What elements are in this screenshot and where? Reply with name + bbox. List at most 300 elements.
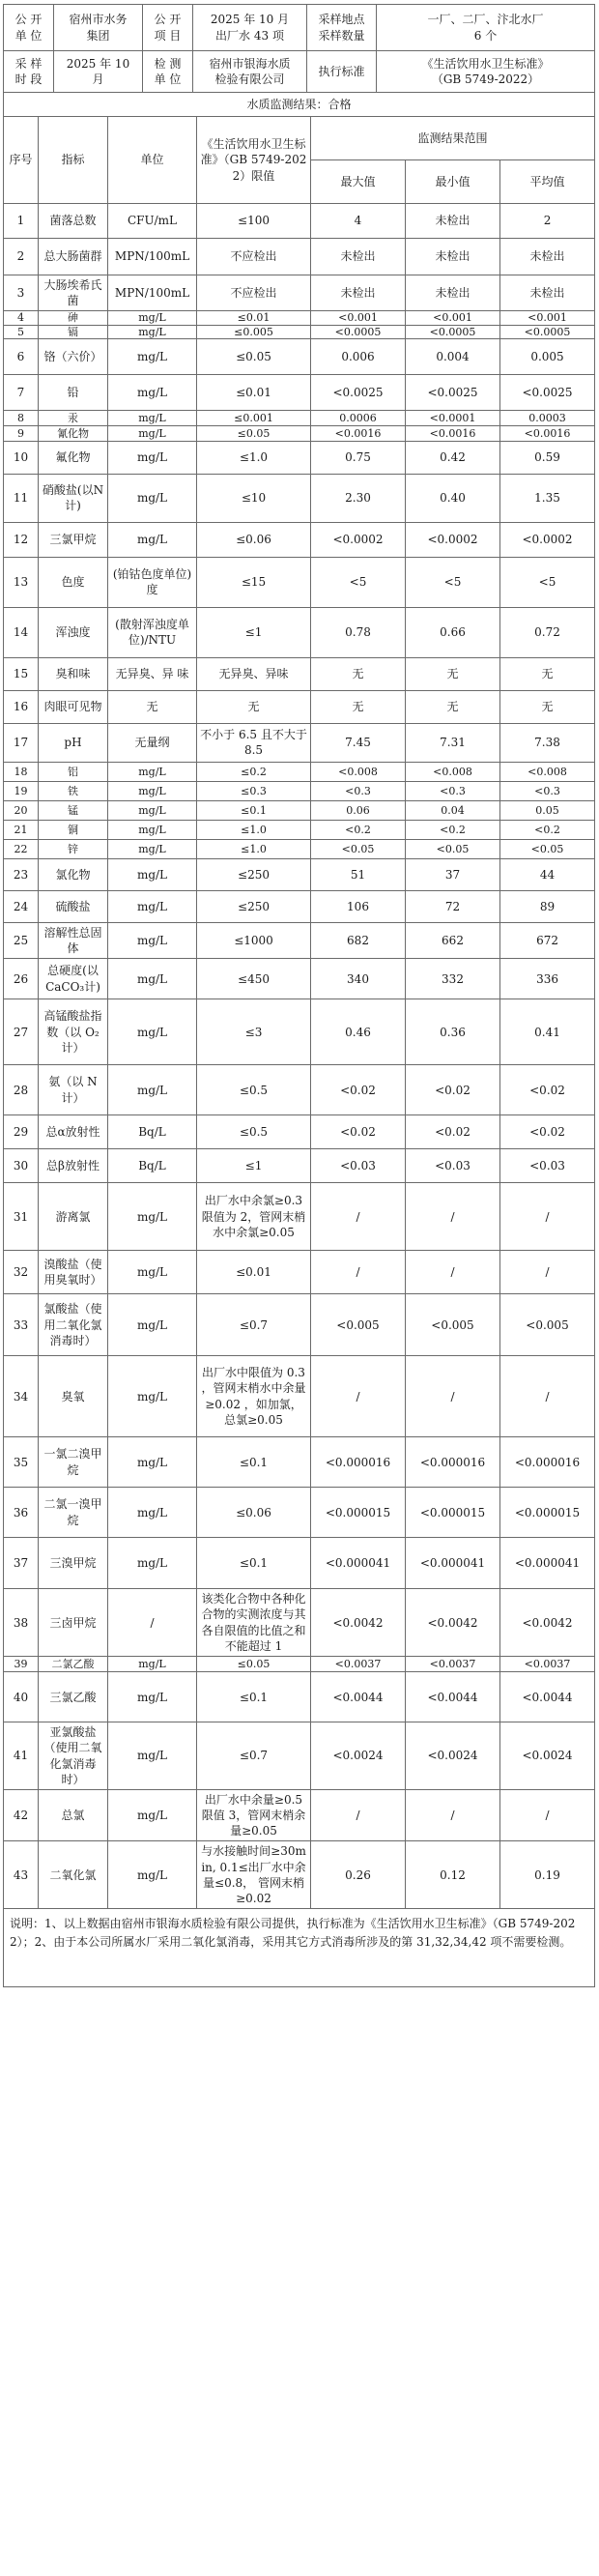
row-max: <0.05 [311,839,406,858]
row-min: <0.0024 [406,1722,500,1790]
row-unit: 无量纲 [108,723,197,762]
row-avg: / [500,1251,595,1294]
row-limit: ≤0.05 [197,338,311,374]
row-limit: ≤0.05 [197,425,311,441]
row-avg: 0.0003 [500,410,595,425]
row-limit: ≤0.01 [197,1251,311,1294]
table-row [4,999,595,1065]
header-label-publisher: 公 开 单 位 [4,5,54,51]
row-min: / [406,1251,500,1294]
row-unit: 无 [108,690,197,723]
row-avg: / [500,1183,595,1251]
row-max: 无 [311,657,406,690]
header-label-item: 公 开 项 目 [143,5,193,51]
row-limit: 无 [197,690,311,723]
row-indicator: 铝 [39,762,108,781]
row-max: 0.06 [311,800,406,820]
row-min: <0.3 [406,781,500,800]
row-avg: <0.3 [500,781,595,800]
row-max: 51 [311,858,406,890]
row-min: <0.03 [406,1149,500,1183]
row-min: <0.2 [406,820,500,839]
table-row [4,1149,595,1183]
row-max: 7.45 [311,723,406,762]
row-indicator: 硝酸盐(以N计) [39,474,108,522]
row-avg: <0.0044 [500,1672,595,1722]
row-limit: 该类化合物中各种化合物的实测浓度与其各自限值的比值之和不能超过 1 [197,1589,311,1657]
row-min: 0.004 [406,338,500,374]
row-max: <0.005 [311,1294,406,1356]
row-min: <0.0005 [406,325,500,338]
row-unit: (铂钴色度单位)度 [108,557,197,607]
row-max: 0.26 [311,1841,406,1909]
row-unit: mg/L [108,959,197,999]
row-no: 33 [4,1294,39,1356]
row-avg: 无 [500,690,595,723]
row-indicator: 二氯一溴甲烷 [39,1488,108,1538]
row-indicator: 色度 [39,557,108,607]
row-indicator: 三卤甲烷 [39,1589,108,1657]
row-min: 7.31 [406,723,500,762]
row-no: 9 [4,425,39,441]
row-min: <0.02 [406,1065,500,1115]
row-max: 无 [311,690,406,723]
row-indicator: 亚氯酸盐（使用二氧化氯消毒时） [39,1722,108,1790]
row-unit: mg/L [108,311,197,325]
row-max: <0.000041 [311,1538,406,1589]
row-min: 0.42 [406,441,500,474]
row-min: 0.36 [406,999,500,1065]
row-unit: mg/L [108,1672,197,1722]
row-avg: 336 [500,959,595,999]
row-limit: ≤0.3 [197,781,311,800]
col-avg: 平均值 [500,160,595,204]
row-limit: ≤0.1 [197,800,311,820]
col-max: 最大值 [311,160,406,204]
row-unit: mg/L [108,1183,197,1251]
row-limit: ≤0.1 [197,1538,311,1589]
row-unit: mg/L [108,890,197,922]
table-row [4,1356,595,1437]
table-row [4,1183,595,1251]
row-unit: mg/L [108,1538,197,1589]
row-min: <0.008 [406,762,500,781]
table-row [4,781,595,800]
row-limit: ≤0.5 [197,1115,311,1149]
row-min: 未检出 [406,275,500,311]
row-indicator: 三溴甲烷 [39,1538,108,1589]
row-avg: <0.2 [500,820,595,839]
row-max: 340 [311,959,406,999]
row-indicator: 总大肠菌群 [39,239,108,275]
row-min: <0.0002 [406,522,500,557]
row-indicator: 三氯乙酸 [39,1672,108,1722]
row-no: 5 [4,325,39,338]
row-indicator: 三氯甲烷 [39,522,108,557]
report-header-table [3,4,595,117]
row-indicator: 锌 [39,839,108,858]
row-no: 1 [4,204,39,239]
row-unit: / [108,1589,197,1657]
row-unit: mg/L [108,999,197,1065]
row-max: <0.3 [311,781,406,800]
table-row [4,1722,595,1790]
table-row [4,338,595,374]
row-max: <5 [311,557,406,607]
row-unit: mg/L [108,800,197,820]
header-value-standard: 《生活饮用水卫生标准》 （GB 5749-2022） [377,51,595,93]
row-min: <0.0025 [406,374,500,410]
row-no: 18 [4,762,39,781]
row-no: 23 [4,858,39,890]
row-avg: / [500,1356,595,1437]
table-row [4,1294,595,1356]
row-min: 0.12 [406,1841,500,1909]
row-limit: ≤0.7 [197,1294,311,1356]
row-max: 0.46 [311,999,406,1065]
row-max: <0.000016 [311,1437,406,1488]
row-no: 26 [4,959,39,999]
row-avg: <0.000041 [500,1538,595,1589]
row-no: 14 [4,607,39,657]
row-unit: mg/L [108,522,197,557]
table-row [4,1251,595,1294]
row-avg: <0.0037 [500,1657,595,1672]
row-limit: ≤3 [197,999,311,1065]
row-no: 22 [4,839,39,858]
row-avg: 未检出 [500,275,595,311]
row-max: <0.02 [311,1065,406,1115]
row-indicator: 汞 [39,410,108,425]
row-no: 3 [4,275,39,311]
row-indicator: 臭氧 [39,1356,108,1437]
row-max: <0.000015 [311,1488,406,1538]
row-min: 0.04 [406,800,500,820]
row-unit: mg/L [108,474,197,522]
row-unit: mg/L [108,1437,197,1488]
col-indicator: 指标 [39,117,108,204]
row-no: 31 [4,1183,39,1251]
table-body [4,204,595,1909]
row-limit: 无异臭、异味 [197,657,311,690]
row-avg: 0.005 [500,338,595,374]
row-min: <0.0016 [406,425,500,441]
row-max: <0.0025 [311,374,406,410]
row-max: / [311,1789,406,1841]
row-no: 30 [4,1149,39,1183]
col-results: 监测结果范围 [311,117,595,160]
row-min: 无 [406,657,500,690]
table-row [4,762,595,781]
header-label-standard: 执行标准 [307,51,377,93]
table-row [4,839,595,858]
row-unit: mg/L [108,1065,197,1115]
row-avg: <0.0002 [500,522,595,557]
row-unit: mg/L [108,441,197,474]
row-max: / [311,1183,406,1251]
row-no: 29 [4,1115,39,1149]
table-row [4,690,595,723]
row-min: <0.0044 [406,1672,500,1722]
row-avg: 0.59 [500,441,595,474]
row-avg: <0.0042 [500,1589,595,1657]
row-avg: <0.005 [500,1294,595,1356]
row-limit: ≤1.0 [197,441,311,474]
row-no: 37 [4,1538,39,1589]
row-limit: ≤0.01 [197,311,311,325]
row-avg: 89 [500,890,595,922]
summary-result: 水质监测结果：合格 [4,93,595,117]
row-limit: ≤0.001 [197,410,311,425]
row-limit: ≤0.1 [197,1437,311,1488]
row-avg: <5 [500,557,595,607]
row-no: 10 [4,441,39,474]
row-max: <0.03 [311,1149,406,1183]
row-avg: <0.001 [500,311,595,325]
row-limit: ≤10 [197,474,311,522]
row-indicator: 浑浊度 [39,607,108,657]
row-avg: <0.05 [500,839,595,858]
table-row [4,1538,595,1589]
row-unit: mg/L [108,1657,197,1672]
row-min: <0.000016 [406,1437,500,1488]
row-no: 38 [4,1589,39,1657]
row-min: <0.000041 [406,1538,500,1589]
row-max: 未检出 [311,275,406,311]
table-row [4,890,595,922]
row-max: <0.0002 [311,522,406,557]
header-value-period: 2025 年 10 月 [54,51,143,93]
row-unit: mg/L [108,374,197,410]
row-limit: ≤0.05 [197,1657,311,1672]
row-unit: mg/L [108,1356,197,1437]
row-min: 332 [406,959,500,999]
row-limit: 不应检出 [197,275,311,311]
row-limit: ≤15 [197,557,311,607]
row-max: <0.0044 [311,1672,406,1722]
row-min: 0.40 [406,474,500,522]
header-label-lab: 检 测 单 位 [143,51,193,93]
row-avg: <0.008 [500,762,595,781]
row-unit: mg/L [108,1722,197,1790]
row-unit: mg/L [108,1488,197,1538]
row-unit: CFU/mL [108,204,197,239]
row-min: <0.02 [406,1115,500,1149]
row-unit: mg/L [108,1294,197,1356]
table-row [4,1437,595,1488]
table-row [4,557,595,607]
row-indicator: 氰化物 [39,425,108,441]
row-unit: mg/L [108,858,197,890]
row-no: 19 [4,781,39,800]
table-row [4,1115,595,1149]
row-limit: 出厂水中余量≥0.5 限值 3，管网末梢余量≥0.05 [197,1789,311,1841]
row-min: <0.0042 [406,1589,500,1657]
row-indicator: 总α放射性 [39,1115,108,1149]
row-indicator: 铅 [39,374,108,410]
table-row [4,858,595,890]
row-no: 41 [4,1722,39,1790]
row-no: 8 [4,410,39,425]
row-no: 43 [4,1841,39,1909]
row-unit: mg/L [108,425,197,441]
row-max: <0.0016 [311,425,406,441]
row-no: 7 [4,374,39,410]
row-avg: 无 [500,657,595,690]
row-avg: 672 [500,922,595,958]
row-max: 4 [311,204,406,239]
row-avg: 1.35 [500,474,595,522]
row-no: 6 [4,338,39,374]
row-max: 未检出 [311,239,406,275]
row-indicator: 溶解性总固体 [39,922,108,958]
table-row [4,723,595,762]
table-row [4,374,595,410]
row-limit: 不小于 6.5 且不大于 8.5 [197,723,311,762]
row-avg: <0.0016 [500,425,595,441]
table-row [4,441,595,474]
row-avg: <0.000016 [500,1437,595,1488]
row-no: 25 [4,922,39,958]
row-avg: <0.0005 [500,325,595,338]
row-max: 2.30 [311,474,406,522]
row-limit: ≤0.005 [197,325,311,338]
row-no: 35 [4,1437,39,1488]
row-indicator: 氨（以 N 计） [39,1065,108,1115]
row-limit: 与水接触时间≥30min, 0.1≤出厂水中余量≤0.8， 管网末梢≥0.02 [197,1841,311,1909]
row-min: <5 [406,557,500,607]
row-min: <0.05 [406,839,500,858]
row-limit: ≤100 [197,204,311,239]
row-indicator: 高锰酸盐指数（以 O₂计） [39,999,108,1065]
row-unit: mg/L [108,820,197,839]
row-unit: MPN/100mL [108,275,197,311]
row-avg: 7.38 [500,723,595,762]
row-indicator: 氯酸盐（使用二氧化氯消毒时） [39,1294,108,1356]
monitoring-table [3,116,595,1987]
row-min: 72 [406,890,500,922]
col-seq: 序号 [4,117,39,204]
row-avg: <0.02 [500,1115,595,1149]
header-label-period: 采 样 时 段 [4,51,54,93]
row-limit: ≤0.01 [197,374,311,410]
row-unit: Bq/L [108,1149,197,1183]
header-value-lab: 宿州市银海水质 检验有限公司 [193,51,307,93]
row-limit: ≤1.0 [197,820,311,839]
row-no: 17 [4,723,39,762]
row-max: 0.006 [311,338,406,374]
row-avg: <0.000015 [500,1488,595,1538]
water-quality-report [3,4,594,1987]
table-row [4,1841,595,1909]
table-row [4,1672,595,1722]
table-row [4,1488,595,1538]
row-unit: (散射浑浊度单位)/NTU [108,607,197,657]
row-no: 40 [4,1672,39,1722]
row-indicator: pH [39,723,108,762]
row-indicator: 铬（六价） [39,338,108,374]
row-indicator: 硫酸盐 [39,890,108,922]
row-no: 32 [4,1251,39,1294]
row-max: 106 [311,890,406,922]
row-limit: ≤450 [197,959,311,999]
table-row [4,325,595,338]
row-avg: / [500,1789,595,1841]
row-no: 16 [4,690,39,723]
row-indicator: 游离氯 [39,1183,108,1251]
table-row [4,800,595,820]
row-min: 未检出 [406,239,500,275]
row-min: 662 [406,922,500,958]
row-avg: 0.19 [500,1841,595,1909]
row-max: 682 [311,922,406,958]
row-unit: mg/L [108,1251,197,1294]
row-indicator: 一氯二溴甲烷 [39,1437,108,1488]
table-row [4,820,595,839]
row-avg: <0.0024 [500,1722,595,1790]
row-unit: MPN/100mL [108,239,197,275]
row-unit: mg/L [108,781,197,800]
row-unit: mg/L [108,338,197,374]
row-no: 21 [4,820,39,839]
row-no: 20 [4,800,39,820]
row-no: 13 [4,557,39,607]
row-no: 39 [4,1657,39,1672]
row-avg: 2 [500,204,595,239]
row-max: 0.75 [311,441,406,474]
row-indicator: 臭和味 [39,657,108,690]
row-indicator: 砷 [39,311,108,325]
row-no: 2 [4,239,39,275]
row-min: 0.66 [406,607,500,657]
row-unit: mg/L [108,762,197,781]
table-row [4,1065,595,1115]
row-max: 0.0006 [311,410,406,425]
row-unit: Bq/L [108,1115,197,1149]
table-row [4,1589,595,1657]
row-indicator: 氟化物 [39,441,108,474]
row-indicator: 总硬度(以 CaCO₃计) [39,959,108,999]
col-min: 最小值 [406,160,500,204]
row-limit: 出厂水中限值为 0.3 ，管网末梢水中余量≥0.02 ，如加氯，总氯≥0.05 [197,1356,311,1437]
row-no: 28 [4,1065,39,1115]
row-min: <0.005 [406,1294,500,1356]
row-unit: mg/L [108,839,197,858]
row-no: 34 [4,1356,39,1437]
row-unit: mg/L [108,1789,197,1841]
table-row [4,607,595,657]
table-row [4,922,595,958]
row-min: <0.0001 [406,410,500,425]
row-max: <0.2 [311,820,406,839]
header-value-sampling-site: 一厂、二厂、汴北水厂 6 个 [377,5,595,51]
row-limit: ≤0.5 [197,1065,311,1115]
table-row [4,959,595,999]
row-min: / [406,1356,500,1437]
row-no: 12 [4,522,39,557]
table-row [4,522,595,557]
row-unit: mg/L [108,922,197,958]
row-indicator: 总氯 [39,1789,108,1841]
row-unit: mg/L [108,1841,197,1909]
header-label-sampling-site: 采样地点 采样数量 [307,5,377,51]
row-limit: ≤1 [197,607,311,657]
row-max: <0.0005 [311,325,406,338]
table-row [4,1789,595,1841]
table-row [4,474,595,522]
row-min: / [406,1789,500,1841]
table-row [4,239,595,275]
